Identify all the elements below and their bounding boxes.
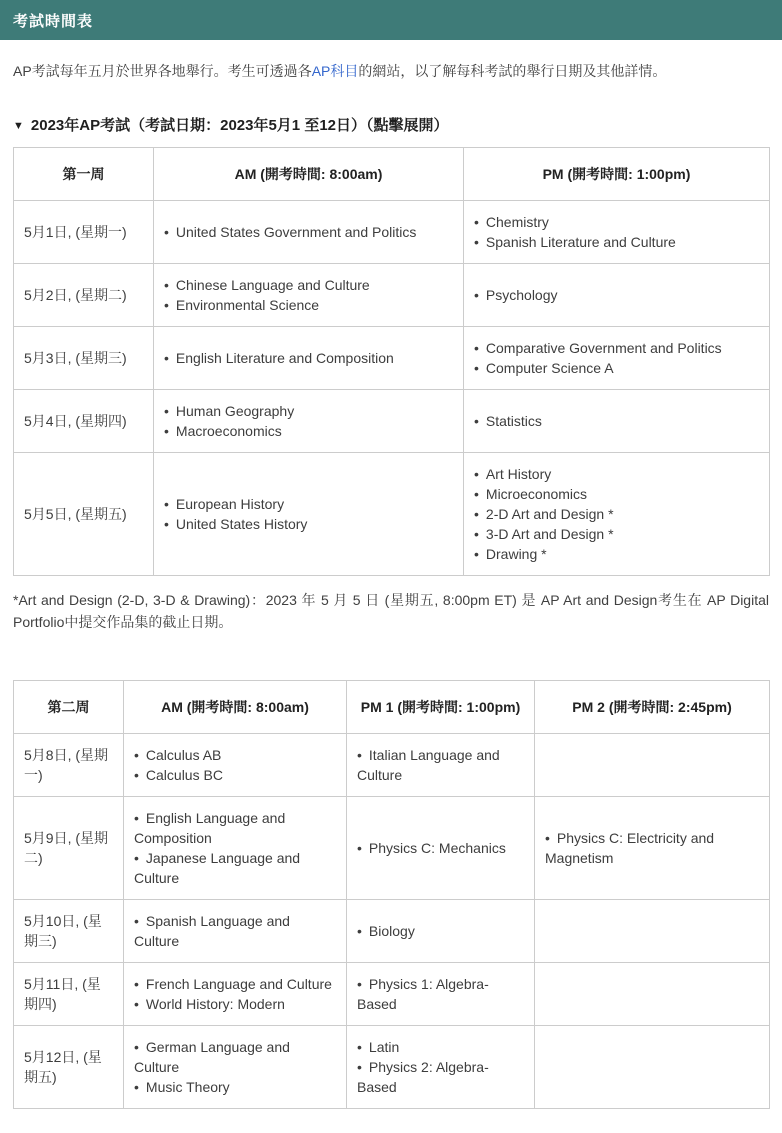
subject-name: English Language and Composition — [134, 809, 286, 846]
bullet-icon: • — [474, 526, 479, 543]
table-row — [14, 201, 770, 264]
subjects-cell — [347, 796, 535, 899]
subject-item — [357, 1057, 524, 1097]
subject-item — [134, 808, 336, 848]
subject-item — [164, 494, 453, 514]
subject-item — [164, 295, 453, 315]
bullet-icon: • — [357, 839, 362, 856]
day-cell: 5月1日, (星期一) — [14, 201, 154, 264]
subject-name: United States History — [175, 516, 308, 533]
art-and-design-footnote: *Art and Design (2-D, 3-D & Drawing)：2023 年 5 月 5 日 (星期五, 8:00pm ET) 是 AP Art and Design考生在 AP Digital Portfolio中提交作品集的截止日期。 — [13, 592, 769, 631]
subject-name: United States Government and Politics — [175, 224, 417, 241]
subjects-cell — [464, 327, 770, 390]
subjects-cell — [535, 899, 770, 962]
table-row — [14, 264, 770, 327]
subjects-cell — [535, 733, 770, 796]
subject-name: European History — [175, 496, 285, 513]
subjects-cell — [124, 1025, 347, 1108]
subjects-cell — [464, 264, 770, 327]
bullet-icon: • — [134, 849, 139, 866]
bullet-icon: • — [474, 214, 479, 231]
column-header: AM (開考時間: 8:00am) — [154, 148, 464, 201]
subject-name: Human Geography — [175, 403, 295, 420]
subjects-cell — [535, 962, 770, 1025]
subject-name: Physics C: Electricity and Magnetism — [545, 829, 715, 866]
subject-name: Macroeconomics — [175, 423, 282, 440]
subject-name: Physics C: Mechanics — [368, 839, 506, 856]
subject-name: Spanish Language and Culture — [134, 912, 290, 949]
subject-name: Art History — [485, 466, 552, 483]
bullet-icon: • — [134, 809, 139, 826]
subject-item — [474, 285, 759, 305]
subject-item — [474, 232, 759, 252]
bullet-icon: • — [134, 766, 139, 783]
column-header: 第一周 — [14, 148, 154, 201]
subject-name: Calculus AB — [145, 746, 222, 763]
subject-item — [474, 464, 759, 484]
table-row — [14, 733, 770, 796]
intro-paragraph — [13, 60, 769, 82]
subject-item — [474, 358, 759, 378]
bullet-icon: • — [134, 1038, 139, 1055]
bullet-icon: • — [474, 360, 479, 377]
subject-name: Biology — [368, 922, 415, 939]
week1-schedule-table — [13, 147, 770, 576]
subject-name: Music Theory — [145, 1078, 230, 1095]
week2-header-row — [14, 680, 770, 733]
subject-name: Chemistry — [485, 214, 549, 231]
ap-subjects-link[interactable]: AP科目 — [311, 63, 359, 79]
subject-name: Japanese Language and Culture — [134, 849, 301, 886]
subject-name: Environmental Science — [175, 297, 320, 314]
table-row — [14, 1025, 770, 1108]
bullet-icon: • — [134, 912, 139, 929]
subjects-cell — [154, 264, 464, 327]
bullet-icon: • — [357, 1058, 362, 1075]
bullet-icon: • — [474, 234, 479, 251]
bullet-icon: • — [164, 516, 169, 533]
day-cell: 5月8日, (星期一) — [14, 733, 124, 796]
subject-item — [164, 401, 453, 421]
bullet-icon: • — [545, 829, 550, 846]
subjects-cell — [464, 453, 770, 576]
triangle-down-icon: ▼ — [13, 120, 24, 133]
subject-item — [474, 524, 759, 544]
intro-text-before: AP考試每年五月於世界各地舉行。考生可透過各 — [13, 63, 312, 79]
subjects-cell — [154, 390, 464, 453]
subject-item — [134, 994, 336, 1014]
bullet-icon: • — [164, 423, 169, 440]
subject-item — [357, 745, 524, 785]
subject-name: Statistics — [485, 413, 542, 430]
subject-item — [164, 421, 453, 441]
bullet-icon: • — [134, 746, 139, 763]
subject-item — [164, 514, 453, 534]
subject-item — [474, 484, 759, 504]
subject-name: Chinese Language and Culture — [175, 277, 370, 294]
subjects-cell — [464, 201, 770, 264]
subject-name: Computer Science A — [485, 360, 614, 377]
table-row — [14, 327, 770, 390]
bullet-icon: • — [474, 506, 479, 523]
bullet-icon: • — [474, 546, 479, 563]
subject-item — [134, 848, 336, 888]
bullet-icon: • — [474, 287, 479, 304]
subject-item — [164, 222, 453, 242]
column-header: AM (開考時間: 8:00am) — [124, 680, 347, 733]
bullet-icon: • — [164, 350, 169, 367]
subject-item — [164, 275, 453, 295]
day-cell: 5月10日, (星期三) — [14, 899, 124, 962]
subject-item — [474, 212, 759, 232]
subjects-cell — [347, 899, 535, 962]
bullet-icon: • — [474, 340, 479, 357]
subject-name: English Literature and Composition — [175, 350, 394, 367]
bullet-icon: • — [357, 922, 362, 939]
subject-item — [357, 974, 524, 1014]
week1-header-row — [14, 148, 770, 201]
subject-item — [357, 838, 524, 858]
subjects-cell — [124, 733, 347, 796]
subject-item — [164, 348, 453, 368]
bullet-icon: • — [357, 975, 362, 992]
column-header: PM (開考時間: 1:00pm) — [464, 148, 770, 201]
subject-item — [134, 974, 336, 994]
bullet-icon: • — [357, 1038, 362, 1055]
day-cell: 5月5日, (星期五) — [14, 453, 154, 576]
table-row — [14, 796, 770, 899]
subjects-cell — [124, 796, 347, 899]
subject-name: Comparative Government and Politics — [485, 340, 722, 357]
bullet-icon: • — [134, 975, 139, 992]
subjects-cell — [347, 962, 535, 1025]
column-header: PM 1 (開考時間: 1:00pm) — [347, 680, 535, 733]
subject-item — [474, 338, 759, 358]
table-row — [14, 899, 770, 962]
subject-name: World History: Modern — [145, 995, 285, 1012]
bullet-icon: • — [474, 413, 479, 430]
section-toggle-label: 2023年AP考試（考試日期：2023年5月1 至12日）（點擊展開） — [30, 117, 449, 135]
day-cell: 5月3日, (星期三) — [14, 327, 154, 390]
subject-name: Psychology — [485, 287, 558, 304]
subject-name: German Language and Culture — [134, 1038, 290, 1075]
column-header: PM 2 (開考時間: 2:45pm) — [535, 680, 770, 733]
column-header: 第二周 — [14, 680, 124, 733]
subject-item — [134, 911, 336, 951]
subjects-cell — [347, 1025, 535, 1108]
day-cell: 5月4日, (星期四) — [14, 390, 154, 453]
subject-item — [474, 504, 759, 524]
subject-name: Spanish Literature and Culture — [485, 234, 676, 251]
subject-name: Physics 2: Algebra-Based — [357, 1058, 489, 1095]
day-cell: 5月12日, (星期五) — [14, 1025, 124, 1108]
bullet-icon: • — [474, 486, 479, 503]
day-cell: 5月9日, (星期二) — [14, 796, 124, 899]
subjects-cell — [535, 796, 770, 899]
bullet-icon: • — [164, 277, 169, 294]
subjects-cell — [124, 962, 347, 1025]
bullet-icon: • — [134, 995, 139, 1012]
bullet-icon: • — [164, 403, 169, 420]
subject-item — [134, 1077, 336, 1097]
page-title-bar — [0, 0, 782, 40]
subject-name: Physics 1: Algebra-Based — [357, 975, 489, 1012]
subjects-cell — [154, 453, 464, 576]
subject-name: Drawing * — [485, 546, 547, 563]
subject-name: Latin — [368, 1038, 400, 1055]
bullet-icon: • — [164, 496, 169, 513]
subject-item — [357, 1037, 524, 1057]
subject-name: French Language and Culture — [145, 975, 332, 992]
subject-item — [545, 828, 759, 868]
subject-item — [357, 921, 524, 941]
subjects-cell — [535, 1025, 770, 1108]
week2-schedule-table — [13, 680, 770, 1109]
subjects-cell — [154, 327, 464, 390]
subject-name: 3-D Art and Design * — [485, 526, 614, 543]
subjects-cell — [124, 899, 347, 962]
subject-name: 2-D Art and Design * — [485, 506, 614, 523]
subject-name: Calculus BC — [145, 766, 223, 783]
subject-item — [134, 1037, 336, 1077]
bullet-icon: • — [474, 466, 479, 483]
table-row — [14, 453, 770, 576]
subject-name: Italian Language and Culture — [357, 746, 500, 783]
intro-text-after: 的網站，以了解每科考試的舉行日期及其他詳情。 — [358, 63, 667, 79]
day-cell: 5月2日, (星期二) — [14, 264, 154, 327]
bullet-icon: • — [164, 224, 169, 241]
subject-name: Microeconomics — [485, 486, 588, 503]
page-title: 考試時間表 — [13, 12, 94, 30]
subjects-cell — [154, 201, 464, 264]
subject-item — [134, 745, 336, 765]
subjects-cell — [347, 733, 535, 796]
subjects-cell — [464, 390, 770, 453]
subject-item — [474, 411, 759, 431]
bullet-icon: • — [164, 297, 169, 314]
table-row — [14, 390, 770, 453]
subject-item — [134, 765, 336, 785]
bullet-icon: • — [134, 1078, 139, 1095]
subject-item — [474, 544, 759, 564]
day-cell: 5月11日, (星期四) — [14, 962, 124, 1025]
section-toggle-2023-ap-exams[interactable] — [13, 114, 769, 135]
table-row — [14, 962, 770, 1025]
bullet-icon: • — [357, 746, 362, 763]
